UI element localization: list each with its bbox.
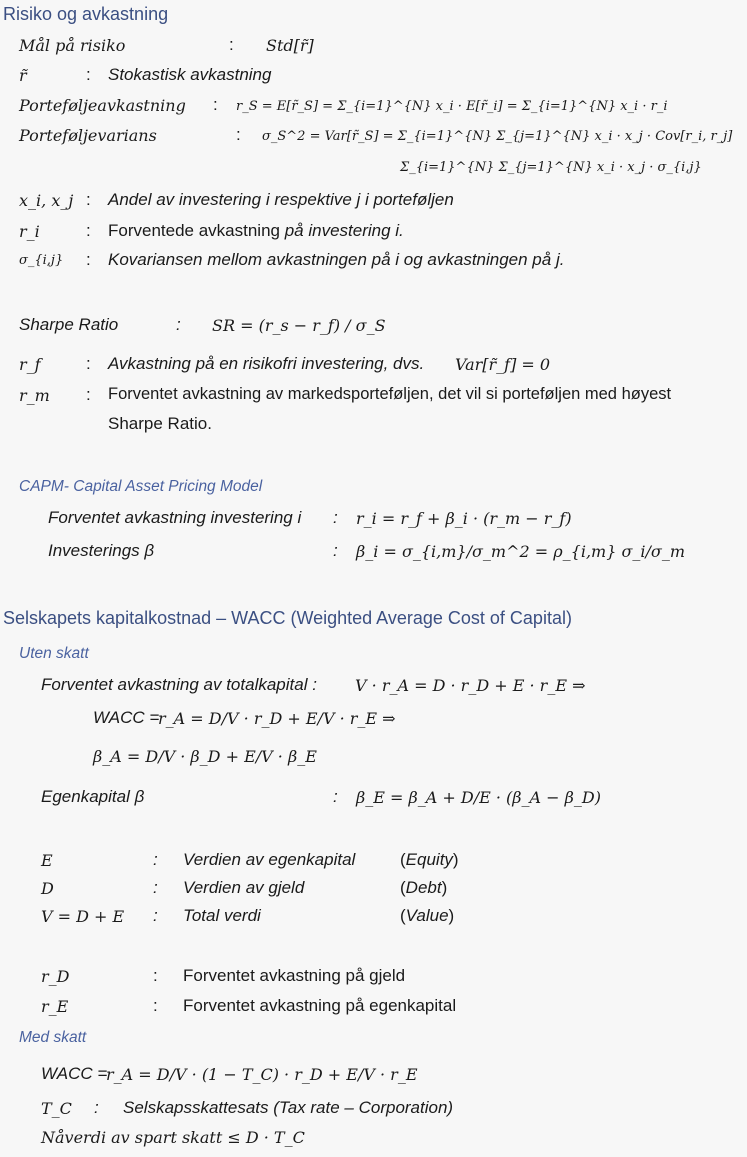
def-symbol-xi-xj: x_i, x_j [19,191,74,210]
def-symbol-ri: r_i [19,222,40,241]
colon: : [333,508,338,527]
colon: : [213,95,218,114]
portfolio-variance-label: Porteføljevarians [19,126,157,145]
var-text-e: Verdien av egenkapital [183,850,356,869]
var-symbol-v: V = D + E [41,907,125,926]
var-english-d: (Debt) [400,878,448,897]
colon: : [153,996,158,1015]
capm-beta-label: Investerings β [48,541,155,560]
colon: : [333,787,338,806]
section-title-wacc: Selskapets kapitalkostnad – WACC (Weighted Average Cost of Capital) [3,608,572,628]
total-return-formula: V · r_A = D · r_D + E · r_E ⇒ [355,676,586,695]
rm-desc-line2: Sharpe Ratio. [108,414,212,433]
total-return-label: Forventet avkastning av totalkapital : [41,675,317,694]
var-english-e-text: Equity [405,850,453,869]
var-symbol-e: E [41,851,53,870]
rm-symbol: r_m [19,386,50,405]
capm-title: CAPM- Capital Asset Pricing Model [19,478,263,495]
portfolio-variance-formula-1: σ_S^2 = Var[r̃_S] = Σ_{i=1}^{N} Σ_{j=1}^{N} x_i · x_j · Cov[r_i, r_j] [262,129,733,144]
portfolio-return-label: Porteføljeavkastning [19,96,186,115]
portfolio-variance-formula-2: Σ_{i=1}^{N} Σ_{j=1}^{N} x_i · x_j · σ_{i,j} [400,160,702,175]
colon: : [153,878,158,897]
def-text-xi-xj: Andel av investering i respektive j i porteføljen [108,190,454,209]
wacc-with-tax-formula: r_A = D/V · (1 − T_C) · r_D + E/V · r_E [106,1065,418,1084]
capm-expected-return-formula: r_i = r_f + β_i · (r_m − r_f) [356,509,572,528]
risk-measure-formula: Std[r̃] [266,36,314,55]
def-text-ri [108,221,404,241]
wacc-prefix: WACC = [93,708,160,727]
tc-symbol: T_C [41,1099,72,1118]
capm-expected-return-label: Forventet avkastning investering i [48,508,302,527]
rf-symbol: r_f [19,355,41,374]
colon: : [153,966,158,985]
return-symbol-re: r_E [41,997,69,1016]
rf-formula: Var[r̃_f] = 0 [455,355,551,374]
colon: : [236,125,241,144]
colon: : [229,35,234,54]
def-text-sigma-ij: Kovariansen mellom avkastningen på i og avkastningen på j. [108,250,565,269]
colon: : [86,250,91,269]
return-text-rd: Forventet avkastning på gjeld [183,966,406,985]
return-symbol-rd: r_D [41,967,70,986]
rf-desc: Avkastning på en risikofri investering, dvs. [108,354,425,373]
colon: : [86,190,91,209]
colon: : [86,221,91,240]
var-english-e: (Equity) [400,850,459,869]
wacc-prefix-tax: WACC = [41,1064,108,1083]
portfolio-return-formula: r_S = E[r̃_S] = Σ_{i=1}^{N} x_i · E[r̃_i] = Σ_{i=1}^{N} x_i · r_i [236,99,668,114]
r-tilde-symbol: r̃ [19,66,27,85]
var-english-d-text: Debt [405,878,442,897]
equity-beta-label: Egenkapital β [41,787,145,806]
colon: : [176,315,181,334]
section-title-risk-return: Risiko og avkastning [3,4,169,24]
return-text-re: Forventet avkastning på egenkapital [183,996,457,1015]
var-english-v-text: Value [405,906,449,925]
risk-measure-label: Mål på risiko [19,36,126,55]
no-tax-title: Uten skatt [19,645,89,662]
tc-desc: Selskapsskattesats (Tax rate – Corporation) [123,1098,454,1117]
colon: : [86,354,91,373]
var-english-v: (Value) [400,906,455,925]
var-symbol-d: D [41,879,54,898]
r-tilde-desc: Stokastisk avkastning [108,65,272,84]
def-symbol-sigma-ij: σ_{i,j} [19,253,64,268]
var-text-d: Verdien av gjeld [183,878,305,897]
beta-a-formula: β_A = D/V · β_D + E/V · β_E [93,747,317,766]
capm-beta-formula: β_i = σ_{i,m}/σ_m^2 = ρ_{i,m} σ_i/σ_m [356,542,685,561]
colon: : [86,385,91,404]
colon: : [86,65,91,84]
def-text-ri-italic: på investering i. [284,221,404,240]
sharpe-ratio-label: Sharpe Ratio [19,315,119,334]
colon: : [94,1098,99,1117]
colon: : [153,850,158,869]
with-tax-title: Med skatt [19,1029,87,1046]
wacc-no-tax-formula: r_A = D/V · r_D + E/V · r_E ⇒ [158,709,396,728]
def-text-ri-plain: Forventede avkastning [108,221,285,240]
rm-desc-line1: Forventet avkastning av markedsporteføljen, det vil si porteføljen med høyest [108,385,672,403]
colon: : [333,541,338,560]
tax-shield-formula: Nåverdi av spart skatt ≤ D · T_C [41,1128,305,1147]
colon: : [153,906,158,925]
equity-beta-formula: β_E = β_A + D/E · (β_A − β_D) [356,788,601,807]
sharpe-ratio-formula: SR = (r_s − r_f) / σ_S [212,316,386,335]
var-text-v: Total verdi [183,906,261,925]
